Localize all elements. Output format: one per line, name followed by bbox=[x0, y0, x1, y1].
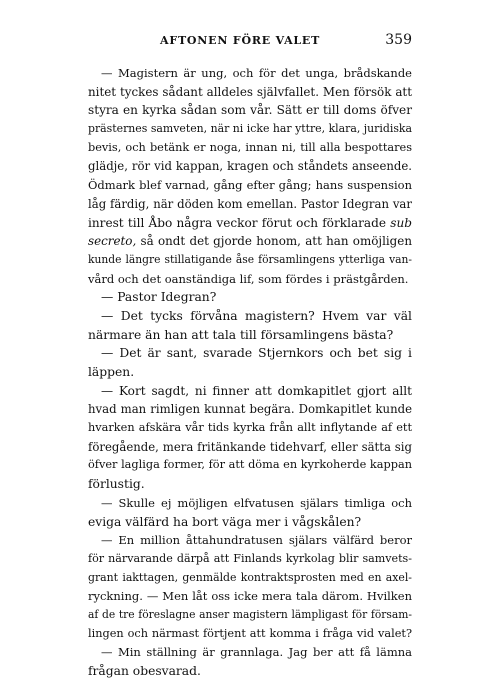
text-line: Ödmark blef varnad, gång efter gång; hans suspension bbox=[88, 178, 412, 193]
text-line: — Min ställning är grannlaga. Jag ber att få lämna bbox=[101, 645, 412, 660]
text-line: — Magistern är ung, och för det unga, brådskande bbox=[101, 66, 412, 80]
running-head: AFTONEN FÖRE VALET bbox=[160, 34, 321, 47]
text-line: läppen. bbox=[88, 365, 135, 379]
text-line: hvarken afskära vår tids kyrka från allt inflytande af ett bbox=[88, 421, 412, 435]
text-line: — Pastor Idegran? bbox=[101, 290, 217, 305]
text-line: ryckning. — Men låt oss icke mera tala därom. Hvilken bbox=[88, 589, 412, 604]
text-line: secreto, så ondt det gjorde honom, att han omöjligen bbox=[88, 234, 412, 249]
text-line: öfver lagliga former, för att döma en kyrkoherde kappan bbox=[88, 458, 412, 472]
text-line: grant iakttagen, genmälde kontraktsprosten med en axel- bbox=[88, 570, 412, 584]
text-line: för närvarande därpå att Finlands kyrkolag blir samvets- bbox=[88, 551, 412, 565]
italic-phrase: secreto, bbox=[88, 234, 137, 249]
text-line: — Det tycks förvåna magistern? Hvem var väl bbox=[101, 308, 412, 323]
italic-phrase: sub bbox=[390, 215, 412, 230]
text-line: — En million åttahundratusen själars välfärd beror bbox=[101, 533, 412, 548]
text-line: styra en kyrka sådan som vår. Sätt er till doms öfver bbox=[88, 103, 412, 118]
text-line: frågan obesvarad. bbox=[88, 664, 201, 678]
text-line: — Kort sagdt, ni finner att domkapitlet gjort allt bbox=[101, 383, 412, 398]
text-line: prästernes samveten, när ni icke har yttre, klara, juridiska bbox=[88, 122, 412, 136]
text-line: vård och det oanständiga lif, som fördes i prästgården. bbox=[88, 271, 409, 286]
text-line: låg färdig, när döden kom emellan. Pastor Idegran var bbox=[88, 196, 412, 211]
page-header bbox=[88, 34, 412, 50]
text-line: lingen och närmast förtjent att komma i fråga vid valet? bbox=[88, 626, 412, 640]
text-line: eviga välfärd ha bort väga mer i vågskålen? bbox=[88, 514, 362, 529]
text-line: bevis, och betänk er noga, innan ni, till alla bespottares bbox=[88, 140, 412, 154]
text-line: — Det är sant, svarade Stjernkors och bet sig i bbox=[101, 346, 412, 361]
text-line: af de tre föreslagne anser magistern lämpligast för försam- bbox=[88, 607, 412, 621]
text-line: hvad man rimligen kunnat begära. Domkapitlet kunde bbox=[88, 402, 412, 417]
text-line: inrest till Åbo några veckor förut och förklarade sub bbox=[88, 215, 412, 230]
body-text bbox=[88, 64, 412, 681]
text-line: förlustig. bbox=[88, 477, 145, 492]
text-line: kunde längre stillatigande åse församlingens ytterliga van- bbox=[88, 252, 412, 266]
page-number: 359 bbox=[385, 32, 412, 48]
text-line: föregående, mera fritänkande tidehvarf, eller sätta sig bbox=[88, 439, 412, 454]
text-line: nitet tyckes sådant alldeles självfallet. Men försök att bbox=[88, 84, 412, 99]
text-line: närmare än han att tala till församlingens bästa? bbox=[88, 327, 394, 342]
text-line: — Skulle ej möjligen elfvatusen själars timliga och bbox=[101, 495, 412, 510]
text-line: glädje, rör vid kappan, kragen och ståndets anseende. bbox=[88, 159, 412, 174]
